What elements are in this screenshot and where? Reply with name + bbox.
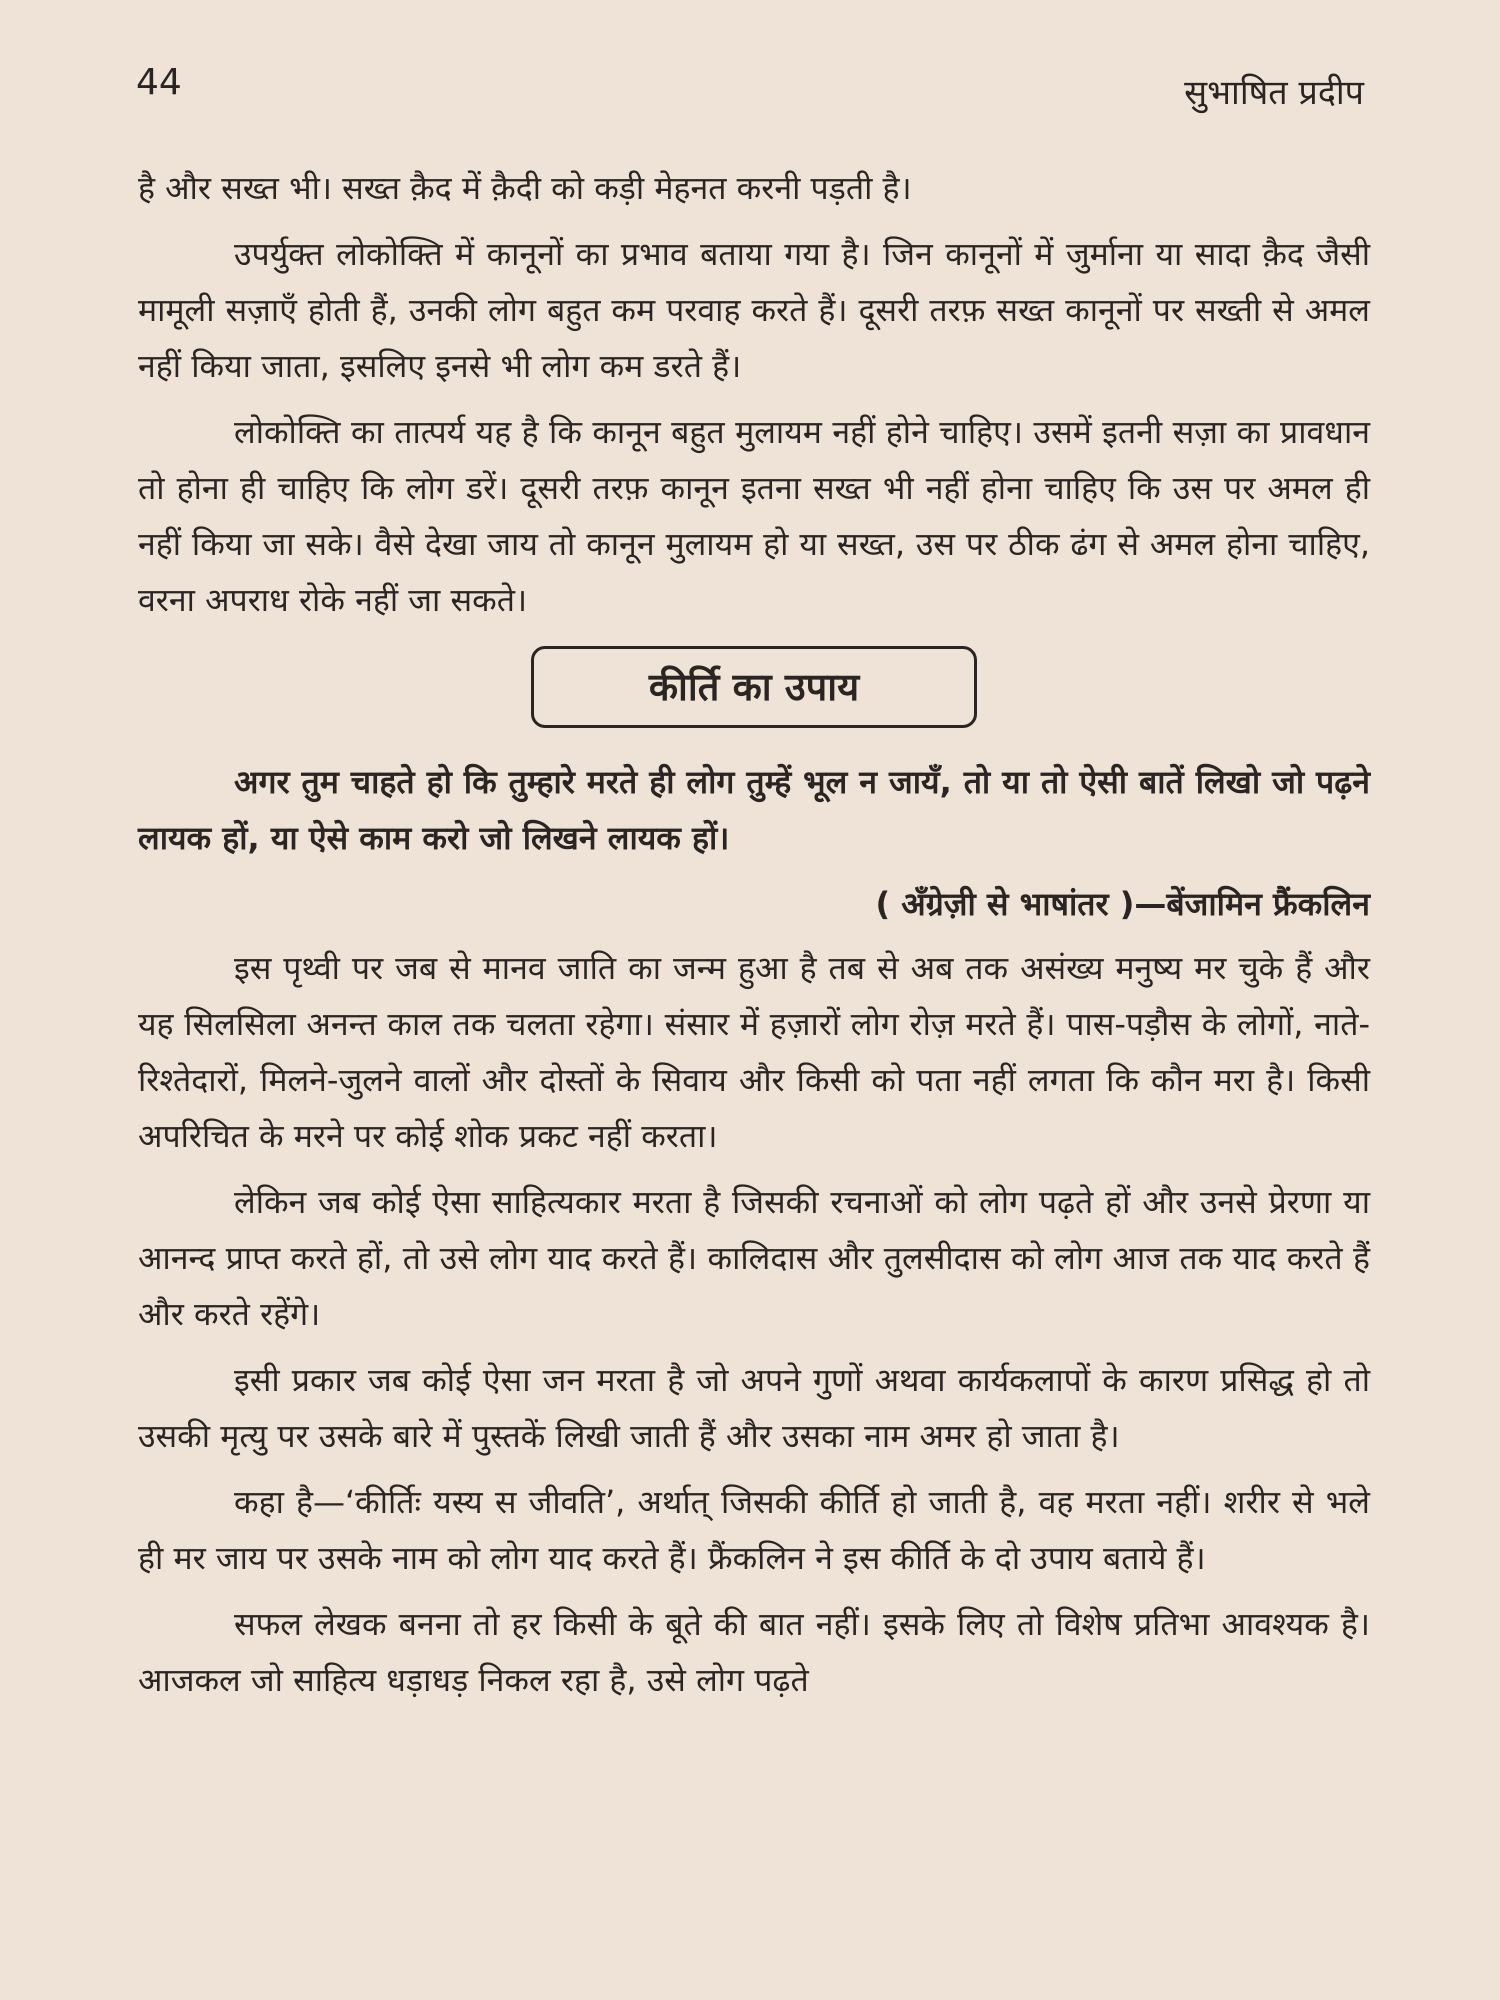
section-title: कीर्ति का उपाय [531, 646, 977, 728]
paragraph: सफल लेखक बनना तो हर किसी के बूते की बात नहीं। इसके लिए तो विशेष प्रतिभा आवश्यक है। आजकल जो साहित्य धड़ाधड़ निकल रहा है, उसे लोग पढ़ते [138, 1605, 1370, 1699]
quote: अगर तुम चाहते हो कि तुम्हारे मरते ही लोग तुम्हें भूल न जायँ, तो या तो ऐसी बातें लिखो जो पढ़ने लायक हों, या ऐसे काम करो जो लिखने लायक हों। [138, 763, 1370, 857]
paragraph: उपर्युक्त लोकोक्ति में कानूनों का प्रभाव बताया गया है। जिन कानूनों में जुर्माना या सादा क़ैद जैसी मामूली सज़ाएँ होती हैं, उनकी लोग बहुत कम परवाह करते हैं। दूसरी तरफ़ सख्त कानूनों पर सख्ती से अमल नहीं किया जाता, इसलिए इनसे भी लोग कम डरते हैं। [138, 235, 1370, 385]
paragraph: इसी प्रकार जब कोई ऐसा जन मरता है जो अपने गुणों अथवा कार्यकलापों के कारण प्रसिद्ध हो तो उसकी मृत्यु पर उसके बारे में पुस्तकें लिखी जाती हैं और उसका नाम अमर हो जाता है। [138, 1361, 1370, 1455]
paragraph: लोकोक्ति का तात्पर्य यह है कि कानून बहुत मुलायम नहीं होने चाहिए। उसमें इतनी सज़ा का प्रावधान तो होना ही चाहिए कि लोग डरें। दूसरी तरफ़ कानून इतना सख्त भी नहीं होना चाहिए कि उस पर अमल ही नहीं किया जा सके। वैसे देखा जाय तो कानून मुलायम हो या सख्त, उस पर ठीक ढंग से अमल होना चाहिए, वरना अपराध रोके नहीं जा सकते। [138, 413, 1370, 619]
running-head: सुभाषित प्रदीप [1184, 73, 1364, 113]
paragraph: लेकिन जब कोई ऐसा साहित्यकार मरता है जिसकी रचनाओं को लोग पढ़ते हों और उनसे प्रेरणा या आनन्द प्राप्त करते हों, तो उसे लोग याद करते हैं। कालिदास और तुलसीदास को लोग आज तक याद करते हैं और करते रहेंगे। [138, 1183, 1370, 1333]
paragraph: कहा है—‘कीर्तिः यस्य स जीवति’, अर्थात् जिसकी कीर्ति हो जाती है, वह मरता नहीं। शरीर से भले ही मर जाय पर उसके नाम को लोग याद करते हैं। फ्रैंकलिन ने इस कीर्ति के दो उपाय बताये हैं। [138, 1483, 1370, 1577]
paragraph: है और सख्त भी। सख्त क़ैद में क़ैदी को कड़ी मेहनत करनी पड़ती है। [138, 169, 912, 207]
paragraph: इस पृथ्वी पर जब से मानव जाति का जन्म हुआ है तब से अब तक असंख्य मनुष्य मर चुके हैं और यह सिलसिला अनन्त काल तक चलता रहेगा। संसार में हज़ारों लोग रोज़ मरते हैं। पास-पड़ौस के लोगों, नाते-रिश्तेदारों, मिलने-जुलने वालों और दोस्तों के सिवाय और किसी को पता नहीं लगता कि कौन मरा है। किसी अपरिचित के मरने पर कोई शोक प्रकट नहीं करता। [138, 949, 1370, 1155]
page-number: 44 [136, 62, 182, 103]
page-body [138, 160, 1370, 1718]
quote-attribution: ( अँग्रेज़ी से भाषांतर )—बेंजामिन फ्रैंकलिन [875, 885, 1370, 923]
